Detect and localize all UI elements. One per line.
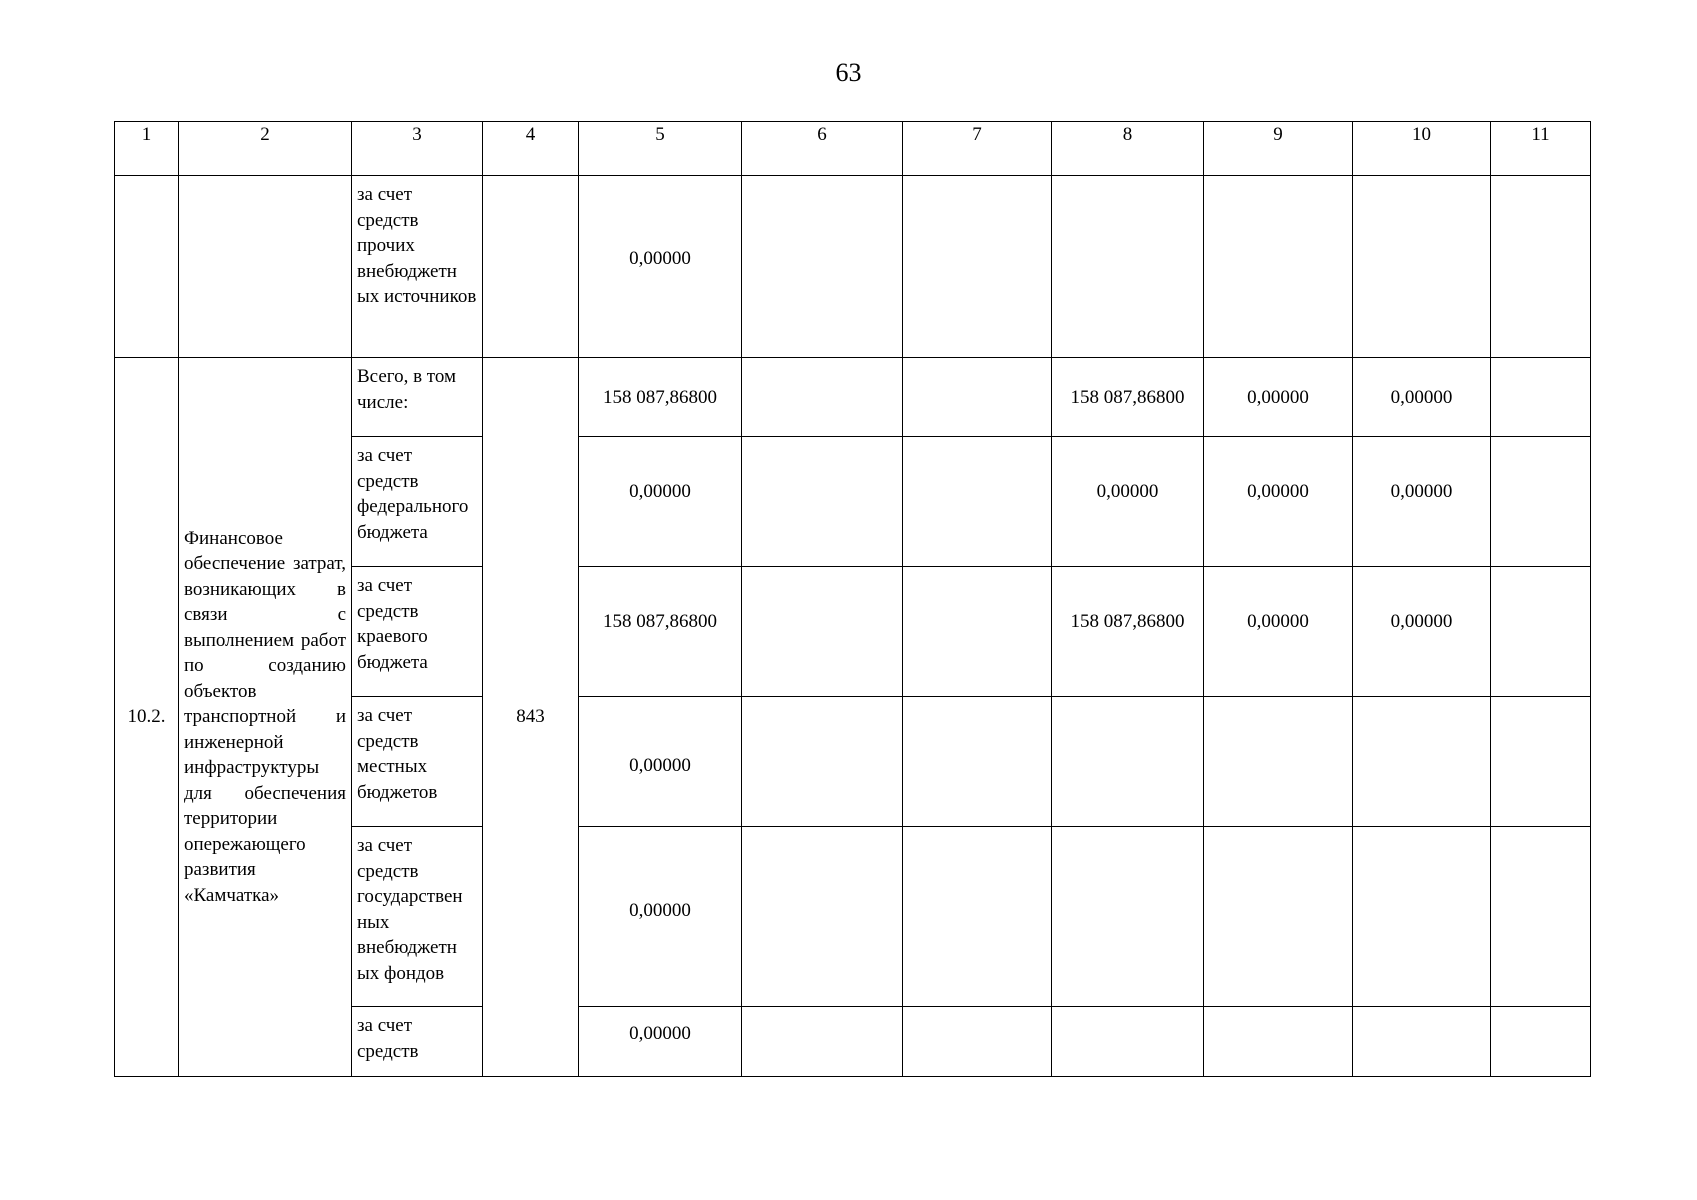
value-cell: 0,00000 xyxy=(1052,437,1204,567)
empty-cell xyxy=(1052,827,1204,1007)
page-number: 63 xyxy=(835,58,862,87)
empty-cell xyxy=(903,567,1052,697)
empty-cell xyxy=(903,437,1052,567)
empty-cell xyxy=(1353,697,1491,827)
empty-cell xyxy=(903,358,1052,437)
empty-cell xyxy=(903,827,1052,1007)
value-cell: 158 087,86800 xyxy=(1052,358,1204,437)
value-cell: 0,00000 xyxy=(1204,567,1353,697)
header-cell: 7 xyxy=(903,122,1052,176)
empty-cell xyxy=(742,567,903,697)
empty-cell xyxy=(742,358,903,437)
empty-cell xyxy=(903,697,1052,827)
empty-cell xyxy=(1491,827,1591,1007)
funding-source-cell: за счет средств местных бюджетов xyxy=(352,697,483,827)
empty-cell xyxy=(1052,1007,1204,1077)
empty-cell xyxy=(1491,1007,1591,1077)
funding-source-cell: за счет средств краевого бюджета xyxy=(352,567,483,697)
header-cell: 10 xyxy=(1353,122,1491,176)
empty-cell xyxy=(1491,697,1591,827)
empty-cell xyxy=(742,697,903,827)
empty-cell xyxy=(742,437,903,567)
value-cell: 0,00000 xyxy=(579,176,742,358)
empty-cell xyxy=(1204,697,1353,827)
funding-source-cell: за счет средств государствен ных внебюджетн ых фондов xyxy=(352,827,483,1007)
empty-cell xyxy=(742,1007,903,1077)
table-row xyxy=(115,176,1591,358)
header-cell: 8 xyxy=(1052,122,1204,176)
empty-cell xyxy=(742,176,903,358)
empty-cell xyxy=(742,827,903,1007)
value-cell: 158 087,86800 xyxy=(1052,567,1204,697)
empty-cell xyxy=(903,176,1052,358)
value-cell: 0,00000 xyxy=(1353,567,1491,697)
empty-cell xyxy=(1204,1007,1353,1077)
empty-cell xyxy=(1204,176,1353,358)
header-row xyxy=(115,122,1591,176)
empty-cell xyxy=(903,1007,1052,1077)
funding-source-cell: за счет средств прочих внебюджетн ых источников xyxy=(352,176,483,358)
value-cell: 0,00000 xyxy=(579,827,742,1007)
value-cell: 158 087,86800 xyxy=(579,567,742,697)
header-cell: 11 xyxy=(1491,122,1591,176)
header-cell: 5 xyxy=(579,122,742,176)
empty-cell xyxy=(1491,358,1591,437)
header-cell: 1 xyxy=(115,122,179,176)
empty-cell xyxy=(1353,1007,1491,1077)
value-cell: 0,00000 xyxy=(1204,437,1353,567)
code-cell: 843 xyxy=(483,358,579,1077)
empty-cell xyxy=(1491,567,1591,697)
header-cell: 9 xyxy=(1204,122,1353,176)
empty-cell xyxy=(1052,697,1204,827)
value-cell: 0,00000 xyxy=(1204,358,1353,437)
empty-cell xyxy=(483,176,579,358)
value-cell: 0,00000 xyxy=(1353,437,1491,567)
header-cell: 2 xyxy=(179,122,352,176)
value-cell: 0,00000 xyxy=(579,697,742,827)
empty-cell xyxy=(1353,827,1491,1007)
header-cell: 3 xyxy=(352,122,483,176)
empty-cell xyxy=(1353,176,1491,358)
item-description-cell: Финансовое обеспечение затрат, возникающих в связи с выполнением работ по созданию объектов транспортной и инженерной инфраструктуры для обеспечения территории опережающего развития «Камчатка» xyxy=(179,358,352,1077)
value-cell: 0,00000 xyxy=(579,1007,742,1077)
empty-cell xyxy=(1491,437,1591,567)
funding-source-cell: Всего, в том числе: xyxy=(352,358,483,437)
header-cell: 6 xyxy=(742,122,903,176)
value-cell: 158 087,86800 xyxy=(579,358,742,437)
funding-source-cell: за счет средств федерального бюджета xyxy=(352,437,483,567)
empty-cell xyxy=(179,176,352,358)
item-number-cell: 10.2. xyxy=(115,358,179,1077)
header-cell: 4 xyxy=(483,122,579,176)
empty-cell xyxy=(1204,827,1353,1007)
value-cell: 0,00000 xyxy=(579,437,742,567)
value-cell: 0,00000 xyxy=(1353,358,1491,437)
empty-cell xyxy=(1491,176,1591,358)
empty-cell xyxy=(115,176,179,358)
budget-table xyxy=(114,121,1591,1077)
funding-source-cell: за счет средств xyxy=(352,1007,483,1077)
empty-cell xyxy=(1052,176,1204,358)
table-row xyxy=(115,358,1591,437)
